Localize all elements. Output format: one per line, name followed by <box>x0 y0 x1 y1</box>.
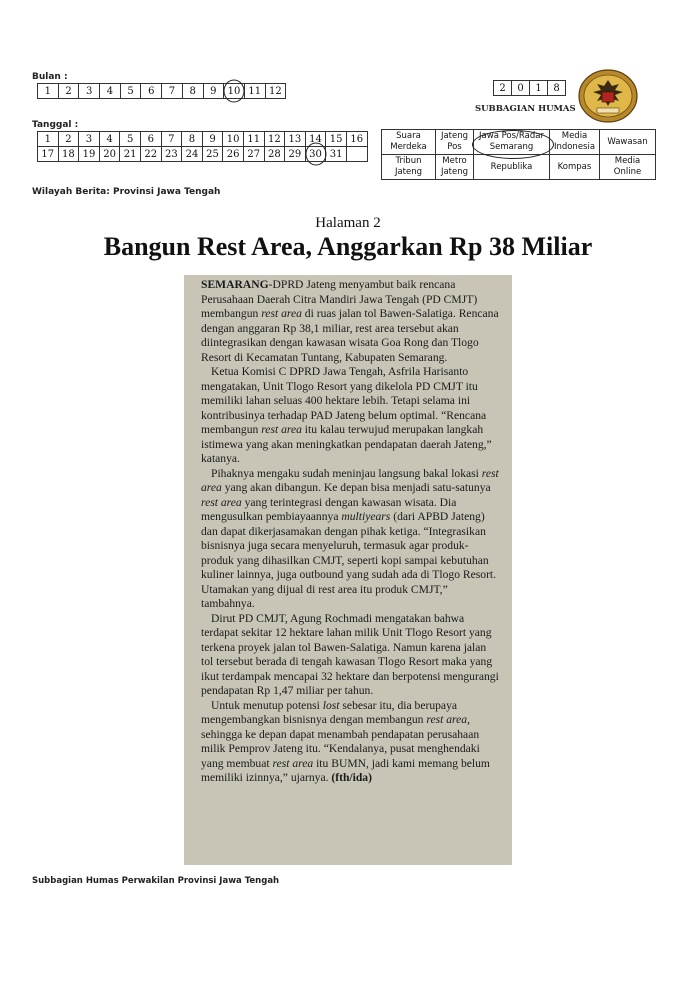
bulan-cell: 8 <box>182 84 203 99</box>
media-selected-mark <box>472 130 554 159</box>
subbagian-humas-label: SUBBAGIAN HUMAS <box>475 104 576 114</box>
tanggal-cell: 27 <box>243 147 264 162</box>
tanggal-cell: 17 <box>38 147 59 162</box>
wilayah-berita: Wilayah Berita: Provinsi Jawa Tengah <box>32 187 221 197</box>
bulan-label: Bulan : <box>32 72 68 82</box>
tanggal-label: Tanggal : <box>32 120 79 130</box>
article-paragraph-5: Untuk menutup potensi lost sebesar itu, dia berupaya mengembangkan bisnisnya dengan membangun rest area, sehingga ke depan dapat menambah pendapatan perusahaan milik Pemprov Jateng itu. “Kendalanya, pusat menghendaki yang membuat rest area itu BUMN, jadi kami memang belum memiliki izinnya,” ujarnya. (fth/ida) <box>201 698 490 784</box>
bulan-cell: 11 <box>244 84 265 99</box>
tanggal-cell: 20 <box>99 147 120 162</box>
tanggal-cell: 19 <box>79 147 100 162</box>
tanggal-cell: 10 <box>223 132 244 147</box>
tanggal-cell: 31 <box>326 147 347 162</box>
tanggal-cell: 3 <box>79 132 100 147</box>
tanggal-cell: 9 <box>202 132 223 147</box>
article-paragraph-3: Pihaknya mengaku sudah meninjau langsung bakal lokasi rest area yang akan dibangun. Ke depan bisa menjadi satu-satunya rest area yang terintegrasi dengan kawasan wisata. Dia mengusulkan pembiayaannya multiyears (dari APBD Jateng) dan dapat dikerjasamakan dengan pihak ketiga. “Integrasikan bisnisnya juga secara menyeluruh, termasuk agar produk-produk yang dihasilkan CMJT, seperti kopi sampai kebutuhan kuliner lainnya, juga outbound yang sudah ada di Tlogo Resort. Utamakan yang dijual di rest area itu produk CMJT,” tambahnya. <box>201 466 499 610</box>
page-number: Halaman 2 <box>315 215 381 231</box>
media-jawa-pos: Jawa Pos/Radar Semarang <box>474 130 550 155</box>
tanggal-grid <box>37 131 368 162</box>
emblem-garuda-icon <box>577 68 639 124</box>
bulan-cell: 10 <box>224 84 245 99</box>
media-media-indonesia: Media Indonesia <box>550 130 600 155</box>
tanggal-cell: 16 <box>346 132 367 147</box>
bulan-cell: 6 <box>141 84 162 99</box>
media-jateng-pos: Jateng Pos <box>436 130 474 155</box>
tanggal-cell: 2 <box>58 132 79 147</box>
media-wawasan: Wawasan <box>600 130 656 155</box>
tanggal-cell: 11 <box>243 132 264 147</box>
bulan-grid <box>37 83 286 99</box>
tanggal-cell: 21 <box>120 147 141 162</box>
tanggal-cell: 4 <box>99 132 120 147</box>
bulan-cell: 3 <box>79 84 100 99</box>
tanggal-cell: 5 <box>120 132 141 147</box>
tanggal-cell: 14 <box>305 132 326 147</box>
tanggal-cell: 8 <box>182 132 203 147</box>
year-cell: 8 <box>548 81 566 96</box>
bulan-cell: 7 <box>162 84 183 99</box>
bulan-cell: 5 <box>120 84 141 99</box>
bulan-cell: 9 <box>203 84 224 99</box>
tanggal-cell: 28 <box>264 147 285 162</box>
article-paragraph-1: SEMARANG-DPRD Jateng menyambut baik rencana Perusahaan Daerah Citra Mandiri Jawa Tengah (PD CMJT) membangun rest area di ruas jalan tol Bawen-Salatiga. Rencana dengan anggaran Rp 38,1 miliar, rest area tersebut akan diintegrasikan dengan kawasan wisata Goa Rong dan Tlogo Resort di Kecamatan Tuntang, Kabupaten Semarang. <box>201 278 499 364</box>
article-paragraph-4: Dirut PD CMJT, Agung Rochmadi mengatakan bahwa terdapat sekitar 12 hektare lahan milik Unit Tlogo Resort yang terkena proyek jalan tol Bawen-Salatiga. Namun karena jalan tol tersebut berada di tengah kawasan Tlogo Resort maka yang ikut terdampak mencapai 32 hektare dan berpotensi mengurangi pendapatan Rp 1,47 miliar per tahun. <box>201 611 499 697</box>
tanggal-cell: 1 <box>38 132 59 147</box>
year-cell: 1 <box>530 81 548 96</box>
footer: Subbagian Humas Perwakilan Provinsi Jawa Tengah <box>32 876 280 886</box>
article-paragraph-2: Ketua Komisi C DPRD Jawa Tengah, Asfrila Harisanto mengatakan, Unit Tlogo Resort yang dikelola PD CMJT itu memiliki lahan seluas 400 hektare lebih. Tetapi selama ini kontribusinya terhadap PAD Jateng belum optimal. “Rencana membangun rest area itu kalau terwujud merupakan langkah istimewa yang akan meningkatkan pendapatan daerah Jateng,” katanya. <box>201 365 492 465</box>
media-republika: Republika <box>474 155 550 180</box>
bulan-cell: 12 <box>265 84 286 99</box>
tanggal-cell: 23 <box>161 147 182 162</box>
bulan-cell: 4 <box>100 84 121 99</box>
tanggal-cell: 25 <box>202 147 223 162</box>
tanggal-cell: 15 <box>326 132 347 147</box>
tanggal-cell: 18 <box>58 147 79 162</box>
media-media-online: Media Online <box>600 155 656 180</box>
tanggal-cell: 6 <box>140 132 161 147</box>
headline: Bangun Rest Area, Anggarkan Rp 38 Miliar <box>103 232 593 261</box>
tanggal-cell <box>346 147 367 162</box>
media-kompas: Kompas <box>550 155 600 180</box>
tanggal-cell: 30 <box>305 147 326 162</box>
year-cell: 2 <box>494 81 512 96</box>
bulan-cell: 1 <box>38 84 59 99</box>
tanggal-cell: 24 <box>182 147 203 162</box>
tanggal-cell: 29 <box>285 147 306 162</box>
year-box <box>493 80 566 96</box>
tanggal-cell: 22 <box>140 147 161 162</box>
tanggal-cell: 26 <box>223 147 244 162</box>
article-clipping <box>184 275 512 865</box>
tanggal-cell: 7 <box>161 132 182 147</box>
media-metro-jateng: Metro Jateng <box>436 155 474 180</box>
media-tribun-jateng: Tribun Jateng <box>382 155 436 180</box>
tanggal-cell: 12 <box>264 132 285 147</box>
media-suara-merdeka: Suara Merdeka <box>382 130 436 155</box>
bulan-cell: 2 <box>58 84 79 99</box>
year-cell: 0 <box>512 81 530 96</box>
tanggal-cell: 13 <box>285 132 306 147</box>
